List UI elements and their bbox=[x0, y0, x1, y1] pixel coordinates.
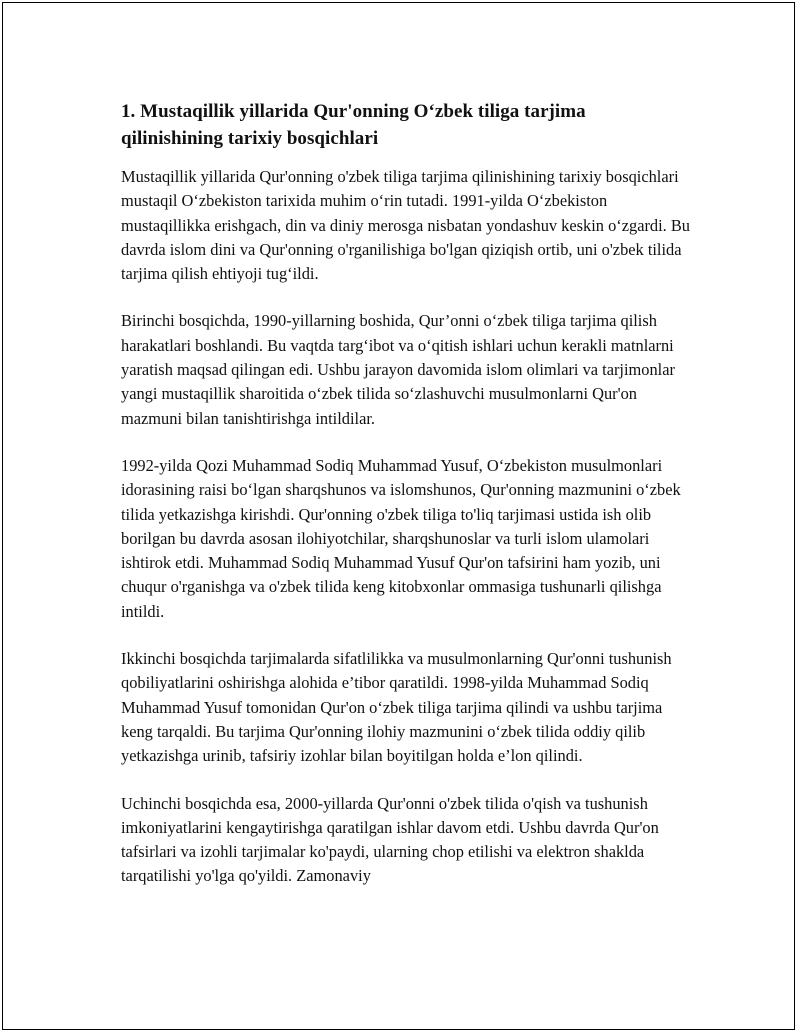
paragraph-intro: Mustaqillik yillarida Qur'onning o'zbek tiliga tarjima qilinishining tarixiy bosqichlari mustaqil O‘zbekiston tarixida muhim o‘rin tutadi. 1991-yilda O‘zbekiston mustaqillikka erishgach, din va diniy merosga nisbatan yondashuv keskin o‘zgardi. Bu davrda islom dini va Qur'onning o'rganilishiga bo'lgan qiziqish ortib, uni o'zbek tilida tarjima qilish ehtiyoji tug‘ildi. bbox=[121, 167, 691, 284]
paragraph-second-stage: Ikkinchi bosqichda tarjimalarda sifatlilikka va musulmonlarning Qur'onni tushunish qobiliyatlarini oshirishga alohida e’tibor qaratildi. 1998-yilda Muhammad Sodiq Muhammad Yusuf tomonidan Qur'on o‘zbek tiliga tarjima qilindi va ushbu tarjima keng tarqaldi. Bu tarjima Qur'onning ilohiy mazmunini o‘zbek tilida oddiy qilib yetkazishga urinib, tafsiriy izohlar bilan boyitilgan holda e’lon qilindi. bbox=[121, 649, 672, 766]
paragraph-first-stage: Birinchi bosqichda, 1990-yillarning boshida, Qur’onni o‘zbek tiliga tarjima qilish harakatlari boshlandi. Bu vaqtda targ‘ibot va o‘qitish ishlari uchun kerakli matnlarni yaratish maqsad qilingan edi. Ushbu jarayon davomida islom olimlari va tarjimonlar yangi mustaqillik sharoitida o‘zbek tilida so‘zlashuvchi musulmonlarni Qur'on mazmuni bilan tanishtirishga intildilar. bbox=[121, 311, 675, 428]
document-page bbox=[2, 2, 795, 1030]
paragraph-third-stage: Uchinchi bosqichda esa, 2000-yillarda Qur'onni o'zbek tilida o'qish va tushunish imkoniyatlarini kengaytirishga qaratilgan ishlar davom etdi. Ushbu davrda Qur'on tafsirlari va izohli tarjimalar ko'paydi, ularning chop etilishi va elektron shaklda tarqatilishi yo'lga qo'yildi. Zamonaviy bbox=[121, 793, 659, 886]
paragraph-1992: 1992-yilda Qozi Muhammad Sodiq Muhammad Yusuf, O‘zbekiston musulmonlari idorasining raisi bo‘lgan sharqshunos va islomshunos, Qur'onning mazmunini o‘zbek tilida yetkazishga kirishdi. Qur'onning o'zbek tiliga to'liq tarjimasi ustida ish olib borilgan bu davrda asosan ilohiyotchilar, sharqshunoslar va turli islom ulamolari ishtirok etdi. Muhammad Sodiq Muhammad Yusuf Qur'on tafsirini ham yozib, uni chuqur o'rganishga va o'zbek tilida keng kitobxonlar ommasiga tushunarli qilishga intildi. bbox=[121, 455, 681, 621]
section-heading: 1. Mustaqillik yillarida Qur'onning O‘zbek tiliga tarjima qilinishining tarixiy bosqichlari bbox=[121, 101, 586, 149]
document-body bbox=[121, 98, 691, 912]
